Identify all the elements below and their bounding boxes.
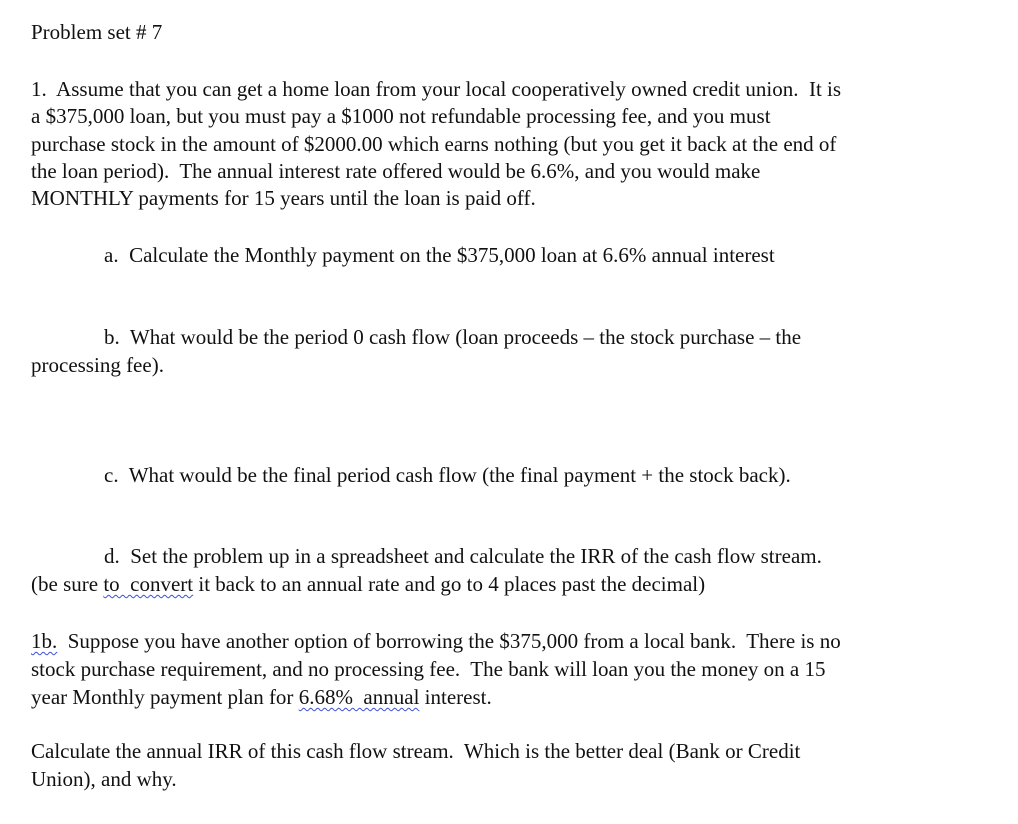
final-question-line: Union), and why.: [31, 767, 177, 791]
final-question-line: Calculate the annual IRR of this cash flow stream. Which is the better deal (Bank or Credit: [31, 739, 801, 763]
text-segment: interest.: [419, 685, 492, 709]
text-segment: year Monthly payment plan for: [31, 685, 299, 709]
question-1-line: 1. Assume that you can get a home loan from your local cooperatively owned credit union. It is: [31, 77, 842, 101]
question-1d-line: [31, 574, 705, 595]
question-1b-line: processing fee).: [31, 353, 164, 377]
question-1-line: purchase stock in the amount of $2000.00 which earns nothing (but you get it back at the end of: [31, 132, 837, 156]
spellcheck-flagged-text: 6.68% annual: [298, 685, 420, 709]
spellcheck-flagged-text: to convert: [103, 572, 194, 596]
problem-set-title: Problem set # 7: [31, 20, 163, 44]
text-segment: Suppose you have another option of borrowing the $375,000 from a local bank. There is no: [57, 629, 841, 653]
question-1b-alt-line: [31, 687, 492, 708]
question-1b-alt-line: stock purchase requirement, and no processing fee. The bank will loan you the money on a 15: [31, 657, 826, 681]
question-1b-line: b. What would be the period 0 cash flow (loan proceeds – the stock purchase – the: [104, 325, 802, 349]
question-1-line: the loan period). The annual interest rate offered would be 6.6%, and you would make: [31, 159, 761, 183]
question-1a: a. Calculate the Monthly payment on the $375,000 loan at 6.6% annual interest: [104, 243, 775, 267]
text-segment: (be sure: [31, 572, 104, 596]
question-1c: c. What would be the final period cash flow (the final payment + the stock back).: [104, 463, 791, 487]
text-segment: it back to an annual rate and go to 4 places past the decimal): [193, 572, 706, 596]
spellcheck-flagged-text: 1b.: [31, 629, 58, 653]
question-1b-alt-line: [31, 631, 841, 652]
question-1-line: a $375,000 loan, but you must pay a $1000 not refundable processing fee, and you must: [31, 104, 771, 128]
question-1d-line: d. Set the problem up in a spreadsheet and calculate the IRR of the cash flow stream.: [104, 544, 822, 568]
question-1-line: MONTHLY payments for 15 years until the loan is paid off.: [31, 186, 536, 210]
